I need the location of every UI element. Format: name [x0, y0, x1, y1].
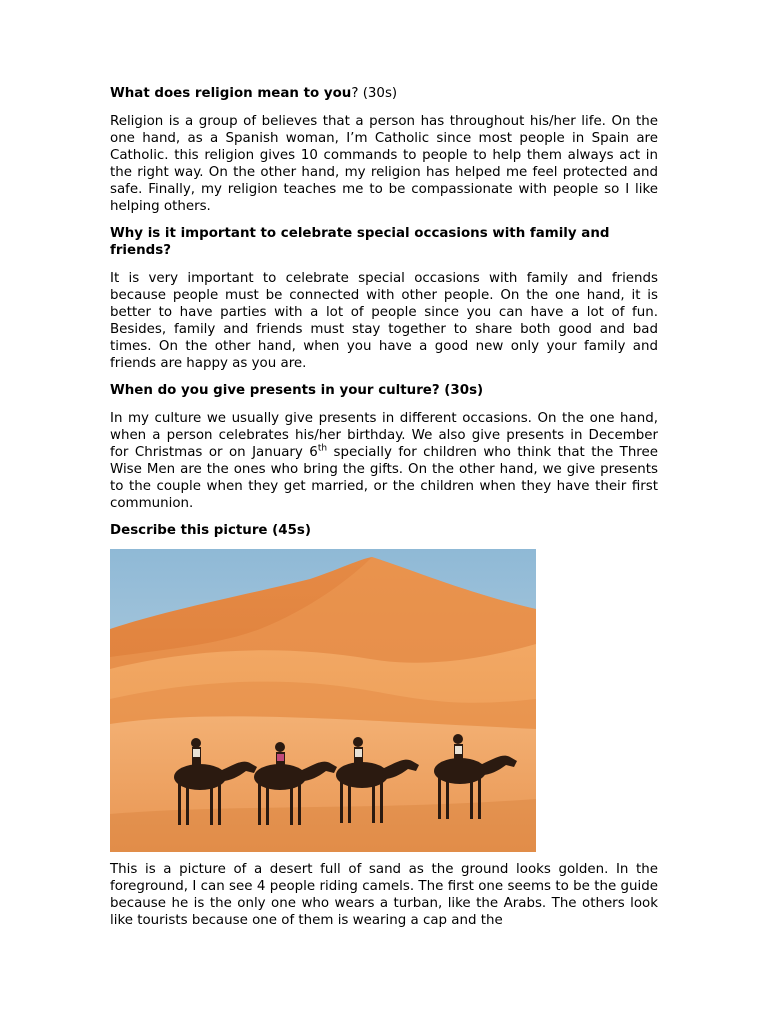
- answer-picture: This is a picture of a desert full of sand as the ground looks golden. In the foreground, I can see 4 people riding camels. The first one seems to be the guide because he is the only one who wears a turban, like the Arabs. The others look like tourists because one of them is wearing a cap and the: [110, 862, 658, 928]
- answer-presents-part2: specially for children who think that the Three Wise Men are the ones who bring the gifts. On the other hand, we give presents to the couple when they get married, or the children when they have their first communion.: [110, 445, 658, 511]
- question-picture: Describe this picture (45s): [110, 523, 312, 538]
- answer-presents: [110, 410, 658, 512]
- question-celebrate: Why is it important to celebrate special occasions with family and friends?: [110, 226, 610, 258]
- question-religion-suffix: ? (30s): [351, 86, 398, 101]
- answer-celebrate: It is very important to celebrate special occasions with family and friends because people must be connected with other people. On the one hand, it is better to have parties with a lot of people since you can have a lot of fun. Besides, family and friends must stay together to share both good and bad times. On the other hand, when you have a good new only your family and friends are happy as you are.: [110, 271, 658, 371]
- answer-religion: Religion is a group of believes that a person has throughout his/her life. On the one hand, as a Spanish woman, I’m Catholic since most people in Spain are Catholic. this religion gives 10 commands to people to help them always act in the right way. On the other hand, my religion has helped me feel protected and safe. Finally, my religion teaches me to be compassionate with people so I like helping others.: [110, 114, 658, 214]
- question-presents: When do you give presents in your culture? (30s): [110, 383, 484, 398]
- question-religion: [110, 85, 658, 102]
- answer-presents-superscript: th: [317, 443, 328, 454]
- desert-camels-photo: [110, 549, 536, 852]
- question-religion-text: What does religion mean to you: [110, 86, 352, 101]
- answer-presents-part1: In my culture we usually give presents in different occasions. On the one hand, when a person celebrates his/her birthday. We also give presents in December for Christmas or on January 6: [110, 411, 658, 460]
